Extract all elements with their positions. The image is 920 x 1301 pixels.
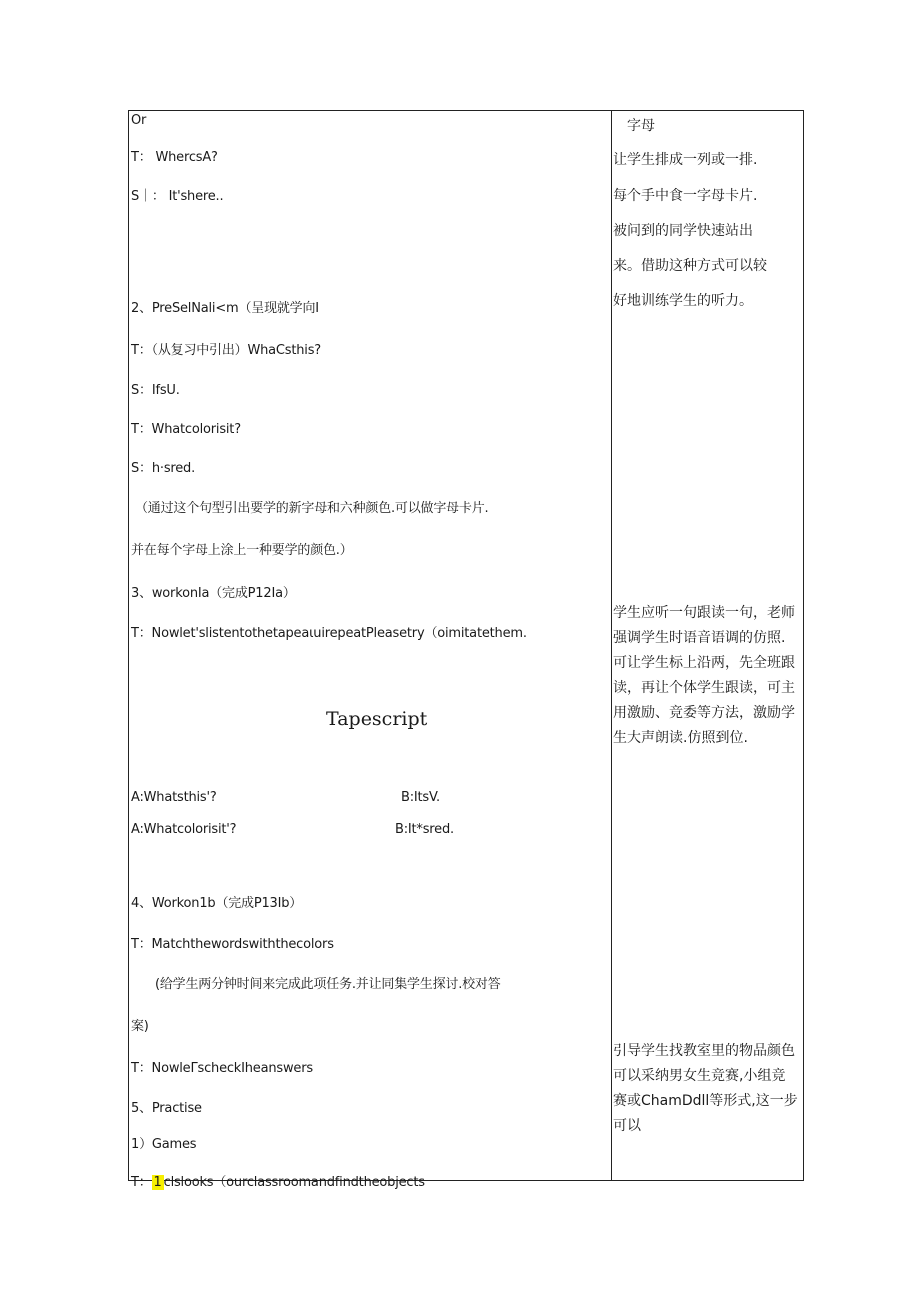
dialogue-line: B:It*sred. <box>395 822 454 837</box>
text-line: T：Nowlet'slistentothetapeaιuirepeatPleasetry（oimitatethem. <box>131 626 527 641</box>
text-line: T：（从复习中引出）WhaCsthis? <box>131 343 321 358</box>
note-line: 让学生排成一列或一排. <box>613 152 758 168</box>
step-heading: 2、PreSelNali<m（呈现就学向I <box>131 301 319 316</box>
text-line: T：Whatcolorisit? <box>131 422 241 437</box>
note-line: 引导学生找教室里的物品颜色 <box>613 1043 795 1059</box>
text-line: 1）Games <box>131 1137 197 1152</box>
note-line: 可让学生标上沿两，先全班跟 <box>613 655 795 671</box>
note-line: 被问到的同学快速站出 <box>613 223 753 239</box>
note-line: （通过这个句型引出要学的新字母和六种颜色.可以做字母卡片. <box>135 501 489 516</box>
note-line: 每个手中食一字母卡片. <box>613 188 758 204</box>
dialogue-line: B:ItsV. <box>401 790 440 805</box>
text-line: S：h·sred. <box>131 461 196 476</box>
note-line: 强调学生时语音语调的仿照. <box>613 630 786 646</box>
dialogue-line: A:Whatsthis'? <box>131 790 217 805</box>
note-line: 生大声朗读.仿照到位. <box>613 730 748 746</box>
cut-off-text: clslooks（ourclassroomandfindtheobjects <box>163 1175 425 1190</box>
tapescript-title: Tapescript <box>326 708 428 730</box>
note-line: 字母 <box>627 118 655 134</box>
note-line: 读，再让个体学生跟读，可主 <box>613 680 795 696</box>
text-line: S：IfsU. <box>131 383 180 398</box>
text-line: S｜： It'shere.. <box>131 189 224 204</box>
note-line: 案) <box>131 1019 149 1034</box>
note-line: 好地训练学生的听力。 <box>613 293 753 309</box>
text-line: T： WhercsA? <box>131 150 218 165</box>
note-line: 并在每个字母上涂上一种要学的颜色.） <box>131 543 353 558</box>
note-line: 来。借助这种方式可以较 <box>613 258 767 274</box>
dialogue-line: A:Whatcolorisit'? <box>131 822 237 837</box>
text-line <box>131 1175 425 1191</box>
note-line: 可以 <box>613 1118 641 1134</box>
text-line: Or <box>131 113 147 128</box>
note-line: 可以采纳男女生竞赛,小组竞 <box>613 1068 786 1084</box>
step-heading: 4、Workon1b（完成P13Ib） <box>131 896 303 911</box>
note-line: 用激励、竞委等方法，激励学 <box>613 705 795 721</box>
column-divider <box>611 111 612 1180</box>
speaker-label: T： <box>131 1175 152 1190</box>
note-line: 学生应听一句跟读一句，老师 <box>613 605 795 621</box>
note-line: (给学生两分钟时间来完成此项任务.并让同集学生探讨.校对答 <box>155 977 501 992</box>
note-line: 赛或ChamDdll等形式,这一步 <box>613 1093 798 1109</box>
step-heading: 5、Practise <box>131 1101 202 1116</box>
text-line: T：Matchthewordswiththecolors <box>131 937 334 952</box>
highlight-mark: 1 <box>153 1175 162 1190</box>
text-line: T：NowleΓscheckIheanswers <box>131 1061 313 1076</box>
lesson-plan-table <box>128 110 804 1190</box>
step-heading: 3、workonIa（完成P12Ia） <box>131 586 296 601</box>
